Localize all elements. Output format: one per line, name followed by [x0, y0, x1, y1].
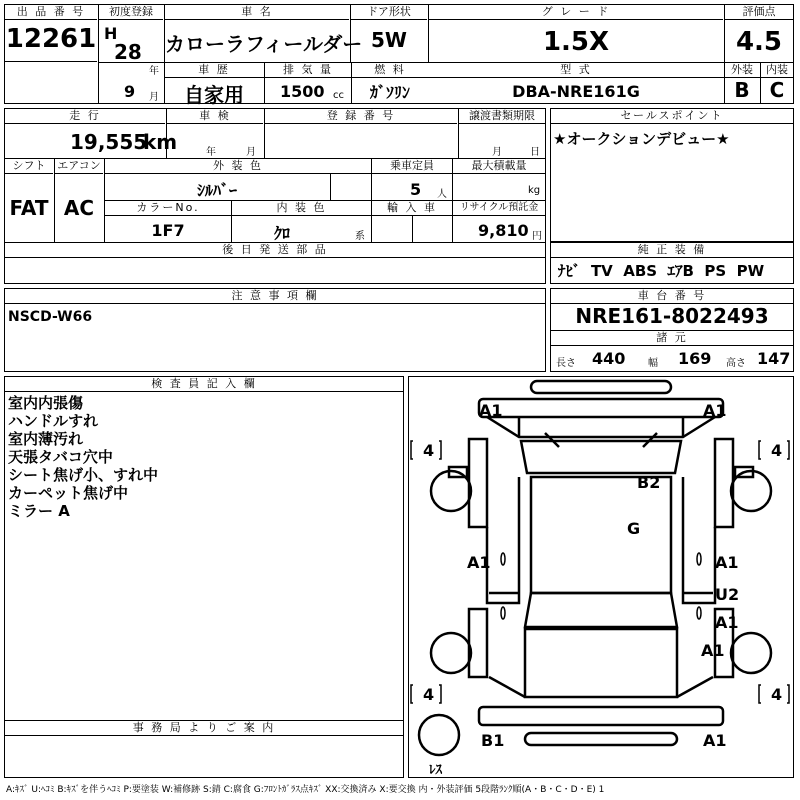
lot-number: 12261 — [5, 24, 97, 54]
damage-mark: G — [627, 519, 641, 538]
equipment-value: ﾅﾋﾞ TV ABS ｴｱB PS PW — [558, 262, 765, 280]
recycle-label: リサイクル預託金 — [453, 201, 545, 216]
max-load-unit: kg — [528, 185, 541, 196]
notes-label: 注 意 事 項 欄 — [5, 289, 545, 304]
import-label: 輸 入 車 — [372, 201, 452, 216]
reg-month: 9 — [124, 82, 136, 101]
damage-mark: B2 — [637, 473, 661, 492]
displacement-label: 排 気 量 — [265, 63, 351, 77]
door-label: ドア形状 — [351, 5, 427, 20]
fuel-label: 燃 料 — [352, 63, 428, 77]
damage-mark: A1 — [703, 731, 727, 750]
specs-label: 諸 元 — [551, 331, 793, 346]
ac-value: AC — [63, 196, 95, 220]
chassis-value: NRE161-8022493 — [575, 304, 769, 328]
transfer-label: 譲渡書類期限 — [459, 109, 545, 124]
equipment-label: 純 正 装 備 — [551, 243, 793, 258]
exterior-value: B — [734, 78, 750, 102]
mileage-label: 走 行 — [5, 109, 165, 124]
notes-value: NSCD-W66 — [8, 309, 93, 325]
inspector-line: 室内内張傷 — [8, 394, 84, 412]
mileage-unit: km — [143, 130, 178, 154]
capacity-label: 乗車定員 — [372, 159, 452, 174]
capacity-value: 5 — [410, 180, 422, 199]
legend: A:ｷｽﾞ U:ﾍｺﾐ B:ｷｽﾞを伴うﾍｺﾐ P:要塗装 W:補修跡 S:錆 C:腐食 G:ﾌﾛﾝﾄｶﾞﾗｽ点ｷｽﾞ XX:交換済み X:要交換 内・外装評価 5段階ﾗﾝｸ順(A・B・C・D・E) 1 — [6, 785, 605, 795]
damage-mark: B1 — [481, 731, 505, 750]
transfer-day-unit: 日 — [530, 147, 540, 158]
era: H — [104, 24, 118, 43]
door-value: 5W — [371, 28, 407, 52]
inspector-label: 検 査 員 記 入 欄 — [5, 377, 403, 392]
damage-mark: A1 — [715, 553, 739, 572]
inspector-line: ミラー A — [8, 502, 70, 520]
int-color-label: 内 装 色 — [232, 201, 371, 216]
first-reg-label: 初度登録 — [99, 5, 163, 20]
inspector-line: カーペット焦げ中 — [8, 484, 129, 502]
lot-label: 出 品 番 号 — [5, 5, 97, 20]
recycle-unit: 円 — [532, 231, 542, 242]
spare-tire-label: ﾚｽ — [429, 763, 442, 778]
selling-label: セールスポイント — [551, 109, 793, 124]
month-unit: 月 — [149, 92, 159, 103]
displacement-value: 1500 — [280, 82, 325, 101]
score-label: 評価点 — [725, 5, 793, 20]
ext-color-label: 外 装 色 — [105, 159, 371, 174]
capacity-unit: 人 — [437, 189, 447, 200]
damage-mark: A1 — [479, 401, 503, 420]
displacement-unit: cc — [333, 90, 344, 101]
chassis-label: 車 台 番 号 — [551, 289, 793, 304]
selling-value: ★オークションデビュー★ — [553, 130, 730, 148]
inspector-notes — [8, 394, 158, 520]
color-no-value: 1F7 — [151, 221, 185, 240]
car-outline-svg — [409, 377, 793, 777]
history-label: 車 歴 — [165, 63, 263, 77]
interior-label: 内装 — [761, 63, 793, 77]
damage-mark: A1 — [703, 401, 727, 420]
later-parts-label: 後 日 発 送 部 品 — [5, 243, 545, 258]
exterior-label: 外装 — [725, 63, 759, 77]
office-label: 事 務 局 よ り ご 案 内 — [5, 721, 403, 736]
width-label: 幅 — [648, 358, 658, 369]
tire-depth: 4 — [771, 685, 783, 704]
ext-color-value: ｼﾙﾊﾞｰ — [196, 181, 237, 200]
model-value: DBA-NRE161G — [512, 82, 640, 101]
damage-mark: A1 — [467, 553, 491, 572]
int-color-value: ｸﾛ — [273, 224, 290, 243]
model-label: 型 式 — [429, 63, 723, 77]
recycle-value: 9,810 — [478, 221, 529, 240]
car-name: カローラフィールダー — [165, 32, 363, 56]
shift-label: シフト — [5, 159, 53, 174]
width-value: 169 — [678, 349, 712, 368]
shift-value: FAT — [9, 196, 49, 220]
length-value: 440 — [592, 349, 626, 368]
damage-mark: A1 — [715, 613, 739, 632]
score-value: 4.5 — [735, 27, 783, 57]
grade-value: 1.5X — [542, 27, 610, 57]
inspector-line: シート焦げ小、すれ中 — [8, 466, 159, 484]
max-load-label: 最大積載量 — [453, 159, 545, 174]
inspector-line: 天張タバコ穴中 — [8, 448, 113, 466]
height-value: 147 — [757, 349, 791, 368]
insp-month-unit: 月 — [246, 147, 256, 158]
length-label: 長さ — [556, 358, 576, 369]
insp-year-unit: 年 — [206, 147, 216, 158]
damage-mark: A1 — [701, 641, 725, 660]
car-name-label: 車 名 — [165, 5, 349, 20]
reg-year: 28 — [114, 40, 142, 64]
history-value: 自家用 — [184, 83, 244, 107]
tire-depth: 4 — [771, 441, 783, 460]
year-unit: 年 — [149, 66, 159, 77]
damage-diagram — [408, 376, 794, 778]
grade-label: グ レ ー ド — [429, 5, 723, 20]
fuel-value: ｶﾞｿﾘﾝ — [369, 83, 410, 102]
tire-depth: 4 — [423, 441, 435, 460]
damage-mark: U2 — [715, 585, 740, 604]
mileage-value: 19,555 — [70, 130, 148, 154]
reg-no-label: 登 録 番 号 — [265, 109, 457, 124]
int-color-unit: 系 — [355, 231, 365, 242]
inspector-line: ハンドルすれ — [8, 412, 99, 430]
interior-value: C — [769, 78, 785, 102]
inspector-line: 室内薄汚れ — [8, 430, 84, 448]
transfer-month-unit: 月 — [492, 147, 502, 158]
ac-label: エアコン — [55, 159, 103, 174]
tire-depth: 4 — [423, 685, 435, 704]
height-label: 高さ — [726, 358, 746, 369]
inspection-label: 車 検 — [167, 109, 263, 124]
color-no-label: カラーNo. — [105, 201, 231, 216]
